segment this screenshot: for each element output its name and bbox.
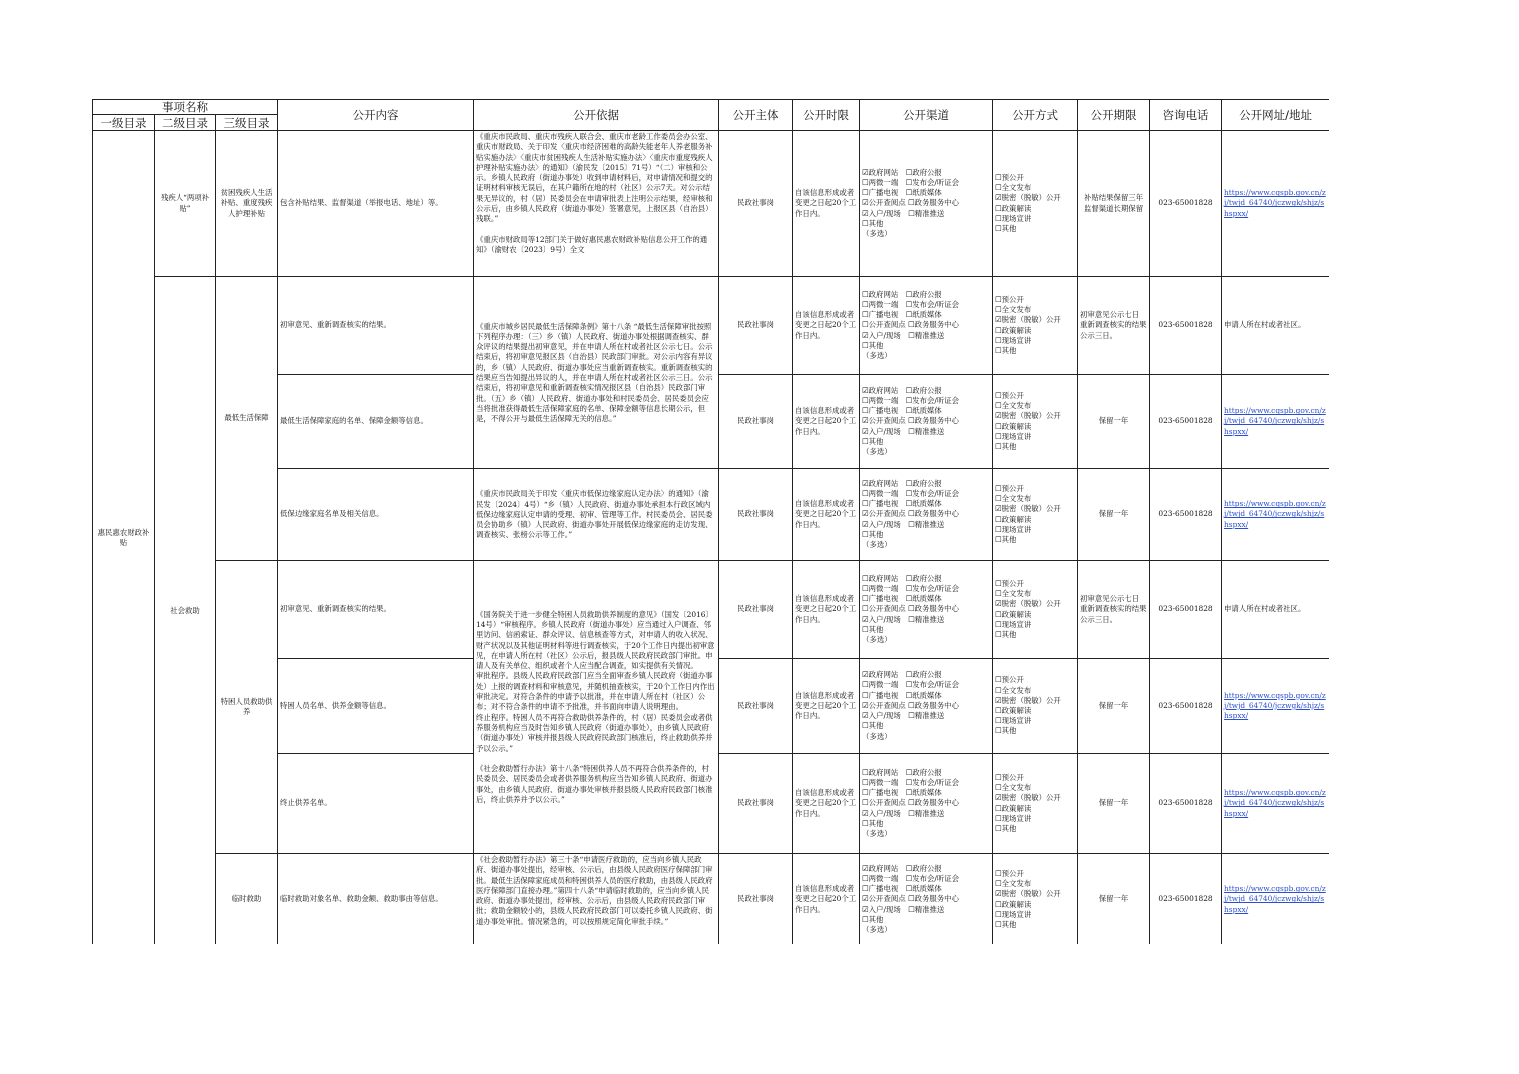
subject-cell: 民政社事岗	[719, 854, 793, 945]
table-row	[93, 854, 1330, 945]
header-method: 公开方式	[993, 100, 1078, 131]
header-level3: 三级目录	[216, 115, 278, 131]
channel-cell: ☑政府网站 ☐政府公报 ☐两微一端 ☐发布会/听证会 ☐广播电视 ☐纸质媒体 ☑公开查阅点 ☐政务服务中心 ☑入户/现场 ☐精准推送 ☐其他 （多选）	[860, 131, 993, 277]
phone-cell: 023-65001828	[1150, 375, 1222, 469]
site-link[interactable]: https://www.cqspb.gov.cn/zj/twjd_64740/jczwgk/shjz/shspxx/	[1222, 469, 1329, 561]
channel-cell: ☑政府网站 ☐政府公报 ☐两微一端 ☐发布会/听证会 ☐广播电视 ☐纸质媒体 ☑公开查阅点 ☐政务服务中心 ☑入户/现场 ☐精准推送 ☐其他 （多选）	[860, 469, 993, 561]
channel-cell: ☐政府网站 ☐政府公报 ☐两微一端 ☐发布会/听证会 ☐广播电视 ☐纸质媒体 ☐公开查阅点 ☐政务服务中心 ☑入户/现场 ☐精准推送 ☐其他 （多选）	[860, 561, 993, 659]
time-limit-cell: 自该信息形成或者变更之日起20个工作日内。	[793, 131, 860, 277]
period-cell: 初审意见公示七日 重新调查核实的结果公示三日。	[1078, 277, 1150, 375]
table-row	[93, 277, 1330, 375]
site-link[interactable]: https://www.cqspb.gov.cn/zj/twjd_64740/jczwgk/shjz/shspxx/	[1222, 754, 1329, 854]
time-limit-cell: 自该信息形成或者变更之日起20个工作日内。	[793, 469, 860, 561]
method-cell: ☐预公开 ☐全文发布 ☑脱密（脱敏）公开 ☐政策解读 ☐现场宣讲 ☐其他	[993, 659, 1078, 754]
level2-social: 社会救助	[155, 277, 216, 945]
level3-dibao: 最低生活保障	[216, 277, 278, 561]
table-row	[93, 469, 1330, 561]
method-cell: ☐预公开 ☐全文发布 ☑脱密（脱敏）公开 ☐政策解读 ☐现场宣讲 ☐其他	[993, 561, 1078, 659]
period-cell: 保留一年	[1078, 659, 1150, 754]
time-limit-cell: 自该信息形成或者变更之日起20个工作日内。	[793, 561, 860, 659]
header-level2: 二级目录	[155, 115, 216, 131]
content-cell: 低保边缘家庭名单及相关信息。	[278, 469, 474, 561]
content-cell: 临时救助对象名单、救助金额、救助事由等信息。	[278, 854, 474, 945]
site-address: 申请人所在村或者社区。	[1222, 277, 1329, 375]
header-item-name: 事项名称	[93, 100, 278, 115]
level3-linshi: 临时救助	[216, 854, 278, 945]
table-row	[93, 131, 1330, 277]
table-row	[93, 561, 1330, 659]
method-cell: ☐预公开 ☐全文发布 ☑脱密（脱敏）公开 ☐政策解读 ☐现场宣讲 ☐其他	[993, 375, 1078, 469]
header-site: 公开网址/地址	[1222, 100, 1329, 131]
channel-cell: ☑政府网站 ☐政府公报 ☐两微一端 ☐发布会/听证会 ☐广播电视 ☐纸质媒体 ☑公开查阅点 ☐政务服务中心 ☑入户/现场 ☐精准推送 ☐其他 （多选）	[860, 375, 993, 469]
content-cell: 终止供养名单。	[278, 754, 474, 854]
level3-disabled: 贫困残疾人生活补贴、重度残疾人护理补贴	[216, 131, 278, 277]
phone-cell: 023-65001828	[1150, 561, 1222, 659]
basis-bianyuan: 《重庆市民政局关于印发〈重庆市低保边缘家庭认定办法〉的通知》（渝民发〔2024〕4号）“乡（镇）人民政府、街道办事处承担本行政区域内低保边缘家庭认定申请的受理、初审、管理等工作。村民委员会、居民委员会协助乡（镇）人民政府、街道办事处开展低保边缘家庭的走访发现、调查核实、张榜公示等工作。”	[474, 469, 719, 561]
level3-tekun: 特困人员救助供养	[216, 561, 278, 854]
phone-cell: 023-65001828	[1150, 659, 1222, 754]
level1-cell: 惠民惠农财政补贴	[93, 131, 155, 945]
channel-cell: ☐政府网站 ☐政府公报 ☐两微一端 ☐发布会/听证会 ☐广播电视 ☐纸质媒体 ☐公开查阅点 ☐政务服务中心 ☑入户/现场 ☐精准推送 ☐其他 （多选）	[860, 277, 993, 375]
period-cell: 保留一年	[1078, 375, 1150, 469]
header-content: 公开内容	[278, 100, 474, 131]
content-cell: 最低生活保障家庭的名单、保障金额等信息。	[278, 375, 474, 469]
basis-linshi: 《社会救助暂行办法》第三十条“申请医疗救助的，应当向乡镇人民政府、街道办事处提出，经审核、公示后，由县级人民政府医疗保障部门审批。最低生活保障家庭成员和特困供养人员的医疗救助，由县级人民政府医疗保障部门直接办理。”第四十八条“申请临时救助的，应当向乡镇人民政府、街道办事处提出，经审核、公示后，由县级人民政府民政部门审批；救助金额较小的，县级人民政府民政部门可以委托乡镇人民政府、街道办事处审批。情况紧急的，可以按照规定简化审批手续。”	[474, 854, 719, 945]
basis-dibao: 《重庆市城乡居民最低生活保障条例》第十八条 “最低生活保障审批按照下列程序办理：（三）乡（镇）人民政府、街道办事处根据调查核实、群众评议的结果提出初审意见，并在申请人所在村或者社区公示七日。公示结束后，将初审意见报区县（自治县）民政部门审批。对公示内容有异议的，乡（镇）人民政府、街道办事处应当重新调查核实。重新调查核实的结果应当告知提出异议的人，并在申请人所在村或者社区公示三日。公示结束后，将初审意见和重新调查核实情况报区县（自治县）民政部门审批。（五）乡（镇）人民政府、街道办事处和村民委员会、居民委员会应当将批准获得最低生活保障家庭的名单、保障金额等信息长期公示，但是，不得公开与最低生活保障无关的信息。”	[474, 277, 719, 469]
phone-cell: 023-65001828	[1150, 854, 1222, 945]
subject-cell: 民政社事岗	[719, 659, 793, 754]
header-subject: 公开主体	[719, 100, 793, 131]
site-link[interactable]: https://www.cqspb.gov.cn/zj/twjd_64740/jczwgk/shjz/shspxx/	[1222, 131, 1329, 277]
subject-cell: 民政社事岗	[719, 469, 793, 561]
subject-cell: 民政社事岗	[719, 277, 793, 375]
time-limit-cell: 自该信息形成或者变更之日起20个工作日内。	[793, 659, 860, 754]
period-cell: 保留一年	[1078, 469, 1150, 561]
subject-cell: 民政社事岗	[719, 375, 793, 469]
site-address: 申请人所在村或者社区。	[1222, 561, 1329, 659]
period-cell: 补贴结果保留三年 监督渠道长期保留	[1078, 131, 1150, 277]
phone-cell: 023-65001828	[1150, 131, 1222, 277]
header-phone: 咨询电话	[1150, 100, 1222, 131]
header-period: 公开期限	[1078, 100, 1150, 131]
header-level1: 一级目录	[93, 115, 155, 131]
time-limit-cell: 自该信息形成或者变更之日起20个工作日内。	[793, 277, 860, 375]
method-cell: ☐预公开 ☐全文发布 ☑脱密（脱敏）公开 ☐政策解读 ☐现场宣讲 ☐其他	[993, 277, 1078, 375]
basis-disabled: 《重庆市民政局、重庆市残疾人联合会、重庆市老龄工作委员会办公室、重庆市财政局、关于印发〈重庆市经济困难的高龄失能老年人养老服务补贴实施办法〉〈重庆市贫困残疾人生活补贴实施办法〉〈重庆市重度残疾人护理补贴实施办法〉的通知》（渝民发〔2015〕71号）“（二）审核和公示。乡镇人民政府（街道办事处）收到申请材料后，对申请情况和提交的证明材料审核无误后，在其户籍所在地的村（社区）公示7天。对公示结果无异议的，村（居）民委员会在申请审批表上注明公示结果，经审核和公示后，由乡镇人民政府（街道办事处）签署意见，上报区县（自治县）残联。” 《重庆市财政局等12部门关于做好惠民惠农财政补贴信息公开工作的通知》（渝财农〔2023〕9号）全文	[474, 131, 719, 277]
header-time-limit: 公开时限	[793, 100, 860, 131]
method-cell: ☐预公开 ☐全文发布 ☑脱密（脱敏）公开 ☐政策解读 ☐现场宣讲 ☐其他	[993, 469, 1078, 561]
level2-disabled: 残疾人“两项补贴”	[155, 131, 216, 277]
site-link[interactable]: https://www.cqspb.gov.cn/zj/twjd_64740/jczwgk/shjz/shspxx/	[1222, 375, 1329, 469]
channel-cell: ☐政府网站 ☐政府公报 ☐两微一端 ☐发布会/听证会 ☐广播电视 ☐纸质媒体 ☐公开查阅点 ☐政务服务中心 ☑入户/现场 ☐精准推送 ☐其他 （多选）	[860, 754, 993, 854]
content-cell: 包含补贴结果、监督渠道（举报电话、地址）等。	[278, 131, 474, 277]
basis-tekun: 《国务院关于进一步健全特困人员救助供养制度的意见》（国发〔2016〕14号）“审核程序。乡镇人民政府（街道办事处）应当通过入户调查、邻里访问、信函索证、群众评议、信息核查等方式，对申请人的收入状况、财产状况以及其他证明材料等进行调查核实，于20个工作日内提出初审意见，在申请人所在村（社区）公示后，报县级人民政府民政部门审批。申请人及有关单位、组织或者个人应当配合调查，如实提供有关情况。 审批程序。县级人民政府民政部门应当全面审查乡镇人民政府（街道办事处）上报的调查材料和审核意见，并随机抽查核实，于20个工作日内作出审批决定。对符合条件的申请予以批准，并在申请人所在村（社区）公布；对不符合条件的申请不予批准，并书面向申请人说明理由。 终止程序。特困人员不再符合救助供养条件的，村（居）民委员会或者供养服务机构应当及时告知乡镇人民政府（街道办事处），由乡镇人民政府（街道办事处）审核并报县级人民政府民政部门核准后，终止救助供养并予以公示。” 《社会救助暂行办法》第十八条“特困供养人员不再符合供养条件的，村民委员会、居民委员会或者供养服务机构应当告知乡镇人民政府、街道办事处，由乡镇人民政府、街道办事处审核并报县级人民政府民政部门核准后，终止供养并予以公示。”	[474, 561, 719, 854]
subject-cell: 民政社事岗	[719, 131, 793, 277]
method-cell: ☐预公开 ☐全文发布 ☑脱密（脱敏）公开 ☐政策解读 ☐现场宣讲 ☐其他	[993, 754, 1078, 854]
header-channel: 公开渠道	[860, 100, 993, 131]
phone-cell: 023-65001828	[1150, 469, 1222, 561]
time-limit-cell: 自该信息形成或者变更之日起20个工作日内。	[793, 375, 860, 469]
content-cell: 初审意见、重新调查核实的结果。	[278, 277, 474, 375]
content-cell: 特困人员名单、供养金额等信息。	[278, 659, 474, 754]
channel-cell: ☑政府网站 ☐政府公报 ☐两微一端 ☐发布会/听证会 ☐广播电视 ☐纸质媒体 ☑公开查阅点 ☐政务服务中心 ☑入户/现场 ☐精准推送 ☐其他 （多选）	[860, 854, 993, 945]
method-cell: ☐预公开 ☐全文发布 ☑脱密（脱敏）公开 ☐政策解读 ☐现场宣讲 ☐其他	[993, 131, 1078, 277]
subject-cell: 民政社事岗	[719, 561, 793, 659]
site-link[interactable]: https://www.cqspb.gov.cn/zj/twjd_64740/jczwgk/shjz/shspxx/	[1222, 854, 1329, 945]
time-limit-cell: 自该信息形成或者变更之日起20个工作日内。	[793, 754, 860, 854]
period-cell: 保留一年	[1078, 854, 1150, 945]
subject-cell: 民政社事岗	[719, 754, 793, 854]
disclosure-table	[92, 99, 1329, 944]
phone-cell: 023-65001828	[1150, 277, 1222, 375]
period-cell: 初审意见公示七日 重新调查核实的结果公示三日。	[1078, 561, 1150, 659]
content-cell: 初审意见、重新调查核实的结果。	[278, 561, 474, 659]
channel-cell: ☑政府网站 ☐政府公报 ☐两微一端 ☐发布会/听证会 ☐广播电视 ☐纸质媒体 ☑公开查阅点 ☐政务服务中心 ☑入户/现场 ☐精准推送 ☐其他 （多选）	[860, 659, 993, 754]
method-cell: ☐预公开 ☐全文发布 ☑脱密（脱敏）公开 ☐政策解读 ☐现场宣讲 ☐其他	[993, 854, 1078, 945]
period-cell: 保留一年	[1078, 754, 1150, 854]
phone-cell: 023-65001828	[1150, 754, 1222, 854]
site-link[interactable]: https://www.cqspb.gov.cn/zj/twjd_64740/jczwgk/shjz/shspxx/	[1222, 659, 1329, 754]
header-basis: 公开依据	[474, 100, 719, 131]
time-limit-cell: 自该信息形成或者变更之日起20个工作日内。	[793, 854, 860, 945]
